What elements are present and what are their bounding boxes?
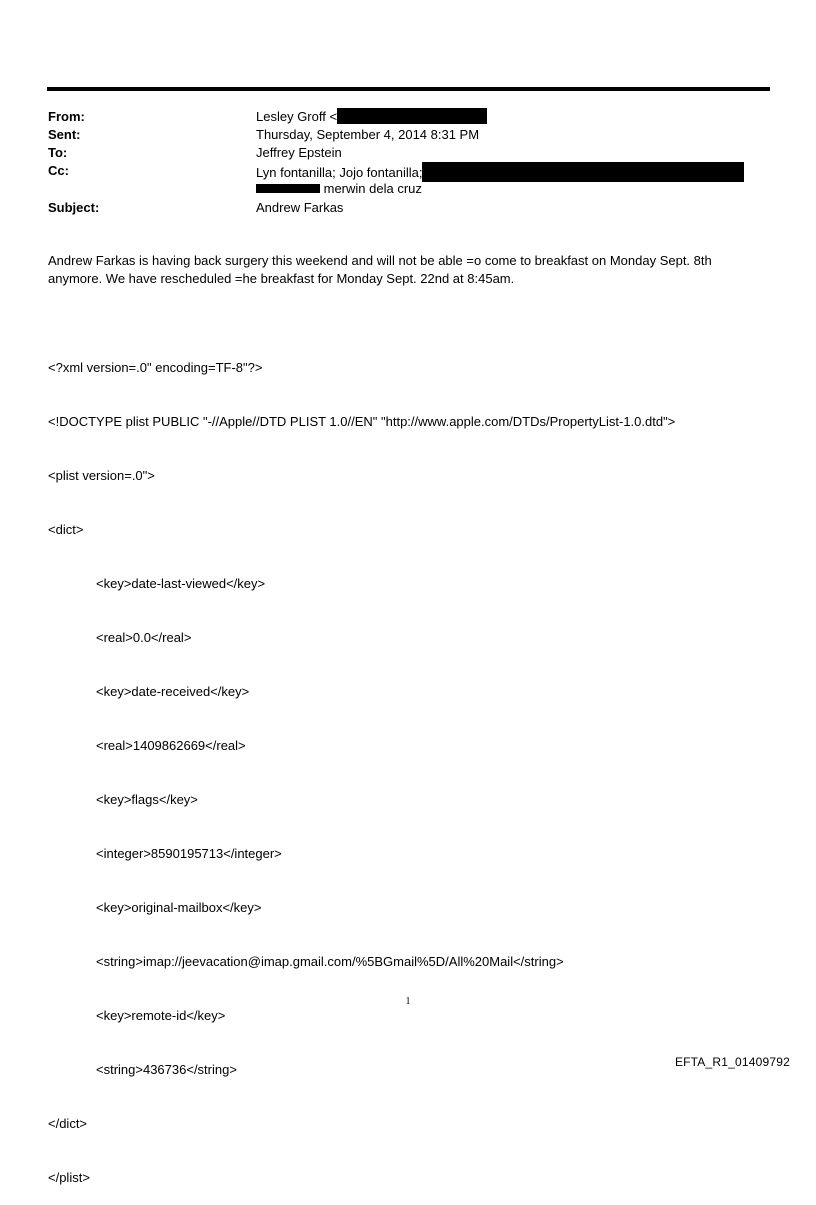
subject-value: Andrew Farkas: [256, 200, 344, 215]
body-line-1: Andrew Farkas is having back surgery this weekend and will not be able =o come to breakfast on Monday Sept. 8th: [48, 253, 712, 268]
code-line: <?xml version=.0" encoding=TF-8"?>: [48, 360, 263, 375]
redaction-box: [422, 162, 744, 182]
cc-value-line1: [256, 162, 744, 182]
page-number: 1: [405, 996, 411, 1007]
subject-label: Subject:: [48, 200, 100, 215]
code-line: <integer>8590195713</integer>: [96, 846, 282, 861]
cc-names: Lyn fontanilla; Jojo fontanilla;: [256, 165, 423, 180]
code-line: <!DOCTYPE plist PUBLIC "-//Apple//DTD PLIST 1.0//EN" "http://www.apple.com/DTDs/PropertyList-1.0.dtd">: [48, 414, 676, 429]
cc-value-line2: [256, 180, 422, 197]
code-line: <key>date-last-viewed</key>: [96, 576, 266, 591]
redaction-box: [337, 108, 487, 124]
redaction-box: [256, 184, 320, 193]
code-line: <key>remote-id</key>: [96, 1008, 226, 1023]
body-line-2: anymore. We have rescheduled =he breakfast for Monday Sept. 22nd at 8:45am.: [48, 271, 515, 286]
code-line: <dict>: [48, 522, 84, 537]
code-line: </dict>: [48, 1116, 88, 1131]
code-line: <key>date-received</key>: [96, 684, 250, 699]
code-line: </plist>: [48, 1170, 90, 1185]
cc-label: Cc:: [48, 163, 69, 178]
sent-label: Sent:: [48, 127, 81, 142]
to-value: Jeffrey Epstein: [256, 145, 342, 160]
sent-value: Thursday, September 4, 2014 8:31 PM: [256, 127, 480, 142]
from-value: [256, 108, 487, 125]
code-line: <real>1409862669</real>: [96, 738, 246, 753]
code-line: <string>436736</string>: [96, 1062, 237, 1077]
code-line: <real>0.0</real>: [96, 630, 192, 645]
bates-number: EFTA_R1_01409792: [674, 1055, 790, 1069]
email-body: [48, 252, 768, 288]
from-name: Lesley Groff <: [256, 109, 338, 124]
to-label: To:: [48, 145, 68, 160]
from-label: From:: [48, 109, 85, 124]
code-line: <string>imap://jeevacation@imap.gmail.com/%5BGmail%5D/All%20Mail</string>: [96, 954, 564, 969]
code-line: <key>flags</key>: [96, 792, 198, 807]
code-line: <key>original-mailbox</key>: [96, 900, 262, 915]
code-line: <plist version=.0">: [48, 468, 155, 483]
header-rule: [47, 87, 770, 91]
cc-name-merwin: merwin dela cruz: [323, 181, 422, 196]
